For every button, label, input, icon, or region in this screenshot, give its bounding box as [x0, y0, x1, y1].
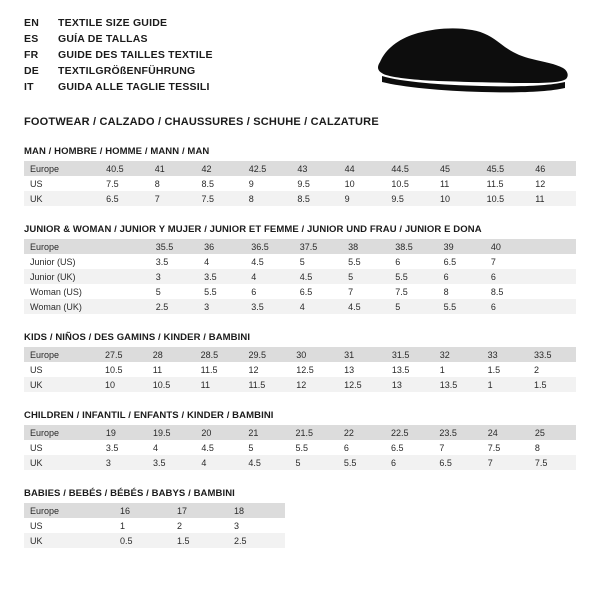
- cell: 3.5: [100, 440, 147, 455]
- language-row: [24, 64, 213, 79]
- cell: 6.5: [433, 455, 481, 470]
- cell: 4.5: [195, 440, 242, 455]
- cell: 3.5: [150, 254, 198, 269]
- cell: 13.5: [386, 362, 434, 377]
- cell: 5: [342, 269, 389, 284]
- cell: 3: [100, 455, 147, 470]
- language-row: [24, 48, 213, 63]
- cell: 7.5: [529, 455, 576, 470]
- table-row: [24, 269, 576, 284]
- cell: 4.5: [294, 269, 342, 284]
- cell: 36.5: [245, 239, 293, 254]
- cell: 46: [529, 161, 576, 176]
- cell: 5: [290, 455, 338, 470]
- cell: 13: [386, 377, 434, 392]
- row-label: Europe: [24, 425, 100, 440]
- cell: 7: [342, 284, 389, 299]
- cell: 13: [338, 362, 386, 377]
- cell: 11.5: [195, 362, 243, 377]
- language-code: EN: [24, 17, 39, 29]
- cell: 3.5: [147, 455, 195, 470]
- cell: 5.5: [342, 254, 389, 269]
- cell: 11: [195, 377, 243, 392]
- cell: 5: [150, 284, 198, 299]
- row-label: Junior (US): [24, 254, 106, 269]
- cell: 29.5: [242, 347, 290, 362]
- cell: 12: [242, 362, 290, 377]
- row-label: Europe: [24, 239, 106, 254]
- language-code: IT: [24, 81, 34, 93]
- cell: 21: [242, 425, 289, 440]
- table-row: [24, 533, 285, 548]
- cell: [106, 254, 150, 269]
- table-row: [24, 377, 576, 392]
- cell: 12: [529, 176, 576, 191]
- row-label: Europe: [24, 503, 114, 518]
- cell: 39: [438, 239, 485, 254]
- cell: 4: [195, 455, 242, 470]
- table-row: [24, 347, 576, 362]
- row-label: Europe: [24, 161, 100, 176]
- table-row: [24, 176, 576, 191]
- cell: 6.5: [438, 254, 485, 269]
- cell: 23.5: [433, 425, 481, 440]
- table-block-babies: [24, 488, 576, 548]
- cell: 12.5: [338, 377, 386, 392]
- cell: 7: [433, 440, 481, 455]
- table-row: [24, 425, 576, 440]
- cell: 1: [114, 518, 171, 533]
- size-table: [24, 347, 576, 392]
- table-title: CHILDREN / INFANTIL / ENFANTS / KINDER / BAMBINI: [24, 410, 274, 421]
- cell: 4: [245, 269, 293, 284]
- cell: 12: [290, 377, 338, 392]
- cell: 3: [198, 299, 245, 314]
- cell: 6: [485, 269, 532, 284]
- row-label: Europe: [24, 347, 99, 362]
- size-table: [24, 239, 576, 314]
- cell: 1: [434, 362, 482, 377]
- cell: 10.5: [385, 176, 434, 191]
- cell: [532, 284, 576, 299]
- cell: 8: [438, 284, 485, 299]
- cell: 33: [482, 347, 528, 362]
- cell: 2.5: [228, 533, 285, 548]
- language-row: [24, 80, 213, 95]
- table-row: [24, 284, 576, 299]
- cell: 6: [338, 440, 385, 455]
- cell: [532, 239, 576, 254]
- cell: 9.5: [385, 191, 434, 206]
- cell: 4: [147, 440, 195, 455]
- cell: 19.5: [147, 425, 195, 440]
- cell: 33.5: [528, 347, 576, 362]
- cell: 7: [149, 191, 196, 206]
- cell: 18: [228, 503, 285, 518]
- cell: 11.5: [481, 176, 530, 191]
- cell: 19: [100, 425, 147, 440]
- cell: 10: [99, 377, 147, 392]
- cell: 32: [434, 347, 482, 362]
- row-label: Woman (US): [24, 284, 106, 299]
- cell: 9.5: [291, 176, 338, 191]
- page-title: FOOTWEAR / CALZADO / CHAUSSURES / SCHUHE / CALZATURE: [24, 116, 379, 128]
- cell: 20: [195, 425, 242, 440]
- language-title: TEXTILGRÖßENFÜHRUNG: [58, 65, 196, 77]
- row-label: UK: [24, 533, 114, 548]
- language-title: GUÍA DE TALLAS: [58, 33, 148, 45]
- cell: 7.5: [100, 176, 149, 191]
- table-row: [24, 191, 576, 206]
- cell: 3.5: [245, 299, 293, 314]
- cell: [532, 269, 576, 284]
- table-row: [24, 518, 285, 533]
- cell: 8: [243, 191, 292, 206]
- table-row: [24, 503, 285, 518]
- cell: 11: [147, 362, 195, 377]
- cell: 12.5: [290, 362, 338, 377]
- cell: 11: [529, 191, 576, 206]
- cell: 4.5: [242, 455, 289, 470]
- cell: 5.5: [290, 440, 338, 455]
- cell: [532, 254, 576, 269]
- cell: 28: [147, 347, 195, 362]
- cell: 10.5: [481, 191, 530, 206]
- cell: 22: [338, 425, 385, 440]
- cell: 13.5: [434, 377, 482, 392]
- cell: 31: [338, 347, 386, 362]
- cell: 6: [485, 299, 532, 314]
- language-list: [24, 16, 213, 95]
- table-title: JUNIOR & WOMAN / JUNIOR Y MUJER / JUNIOR ET FEMME / JUNIOR UND FRAU / JUNIOR E DONA: [24, 224, 482, 235]
- row-label: UK: [24, 191, 100, 206]
- cell: 4: [294, 299, 342, 314]
- cell: 41: [149, 161, 196, 176]
- cell: 5: [389, 299, 437, 314]
- cell: 10: [339, 176, 386, 191]
- cell: 5: [242, 440, 289, 455]
- cell: 40: [485, 239, 532, 254]
- cell: 16: [114, 503, 171, 518]
- row-label: US: [24, 176, 100, 191]
- cell: 5.5: [198, 284, 245, 299]
- cell: 25: [529, 425, 576, 440]
- cell: 8.5: [291, 191, 338, 206]
- cell: [106, 284, 150, 299]
- table-row: [24, 299, 576, 314]
- cell: 10: [434, 191, 481, 206]
- row-label: US: [24, 518, 114, 533]
- cell: 6.5: [100, 191, 149, 206]
- cell: 6.5: [385, 440, 433, 455]
- cell: 5: [294, 254, 342, 269]
- cell: 7.5: [482, 440, 529, 455]
- cell: 43: [291, 161, 338, 176]
- cell: 10.5: [147, 377, 195, 392]
- cell: 4: [198, 254, 245, 269]
- cell: 7.5: [195, 191, 242, 206]
- cell: [106, 299, 150, 314]
- cell: 3: [150, 269, 198, 284]
- cell: 1.5: [482, 362, 528, 377]
- size-table: [24, 161, 576, 206]
- cell: 40.5: [100, 161, 149, 176]
- cell: [106, 239, 150, 254]
- row-label: UK: [24, 377, 99, 392]
- cell: 38.5: [389, 239, 437, 254]
- cell: 7.5: [389, 284, 437, 299]
- language-code: FR: [24, 49, 39, 61]
- table-block-kids: [24, 332, 576, 392]
- cell: 8: [149, 176, 196, 191]
- cell: 6: [389, 254, 437, 269]
- table-row: [24, 161, 576, 176]
- language-title: GUIDE DES TAILLES TEXTILE: [58, 49, 213, 61]
- cell: 6: [385, 455, 433, 470]
- cell: 30: [290, 347, 338, 362]
- language-code: ES: [24, 33, 39, 45]
- table-row: [24, 362, 576, 377]
- cell: 42: [195, 161, 242, 176]
- cell: 21.5: [290, 425, 338, 440]
- table-title: KIDS / NIÑOS / DES GAMINS / KINDER / BAMBINI: [24, 332, 251, 343]
- cell: 3: [228, 518, 285, 533]
- cell: 9: [339, 191, 386, 206]
- row-label: UK: [24, 455, 100, 470]
- cell: 5.5: [389, 269, 437, 284]
- row-label: US: [24, 362, 99, 377]
- table-block-children: [24, 410, 576, 470]
- cell: 8: [529, 440, 576, 455]
- cell: 37.5: [294, 239, 342, 254]
- cell: 22.5: [385, 425, 433, 440]
- table-row: [24, 239, 576, 254]
- language-title: TEXTILE SIZE GUIDE: [58, 17, 168, 29]
- table-title: BABIES / BEBÉS / BÉBÉS / BABYS / BAMBINI: [24, 488, 235, 499]
- cell: 28.5: [195, 347, 243, 362]
- cell: 4.5: [245, 254, 293, 269]
- language-code: DE: [24, 65, 39, 77]
- cell: 1: [482, 377, 528, 392]
- cell: 11: [434, 176, 481, 191]
- cell: 3.5: [198, 269, 245, 284]
- cell: 11.5: [242, 377, 290, 392]
- cell: 6: [438, 269, 485, 284]
- cell: 24: [482, 425, 529, 440]
- dress-shoe-icon: [372, 16, 572, 100]
- size-table: [24, 425, 576, 470]
- cell: 36: [198, 239, 245, 254]
- cell: 8.5: [485, 284, 532, 299]
- language-row: [24, 32, 213, 47]
- size-table: [24, 503, 285, 548]
- header: [24, 16, 576, 100]
- cell: 45.5: [481, 161, 530, 176]
- cell: 7: [482, 455, 529, 470]
- language-title: GUIDA ALLE TAGLIE TESSILI: [58, 81, 210, 93]
- cell: 5.5: [438, 299, 485, 314]
- cell: 44.5: [385, 161, 434, 176]
- cell: 4.5: [342, 299, 389, 314]
- table-row: [24, 254, 576, 269]
- cell: 2: [171, 518, 228, 533]
- cell: [106, 269, 150, 284]
- row-label: US: [24, 440, 100, 455]
- cell: 17: [171, 503, 228, 518]
- cell: 7: [485, 254, 532, 269]
- row-label: Junior (UK): [24, 269, 106, 284]
- language-row: [24, 16, 213, 31]
- cell: 2.5: [150, 299, 198, 314]
- cell: 0.5: [114, 533, 171, 548]
- table-row: [24, 455, 576, 470]
- cell: 44: [339, 161, 386, 176]
- cell: 9: [243, 176, 292, 191]
- cell: 42.5: [243, 161, 292, 176]
- cell: 45: [434, 161, 481, 176]
- cell: 31.5: [386, 347, 434, 362]
- cell: 27.5: [99, 347, 147, 362]
- table-title: MAN / HOMBRE / HOMME / MANN / MAN: [24, 146, 210, 157]
- cell: 35.5: [150, 239, 198, 254]
- row-label: Woman (UK): [24, 299, 106, 314]
- cell: 38: [342, 239, 389, 254]
- cell: 10.5: [99, 362, 147, 377]
- cell: 6.5: [294, 284, 342, 299]
- cell: 5.5: [338, 455, 385, 470]
- table-block-junior-woman: [24, 224, 576, 314]
- cell: 1.5: [528, 377, 576, 392]
- cell: 1.5: [171, 533, 228, 548]
- table-row: [24, 440, 576, 455]
- cell: 2: [528, 362, 576, 377]
- cell: 8.5: [195, 176, 242, 191]
- cell: 6: [245, 284, 293, 299]
- table-block-man: [24, 146, 576, 206]
- cell: [532, 299, 576, 314]
